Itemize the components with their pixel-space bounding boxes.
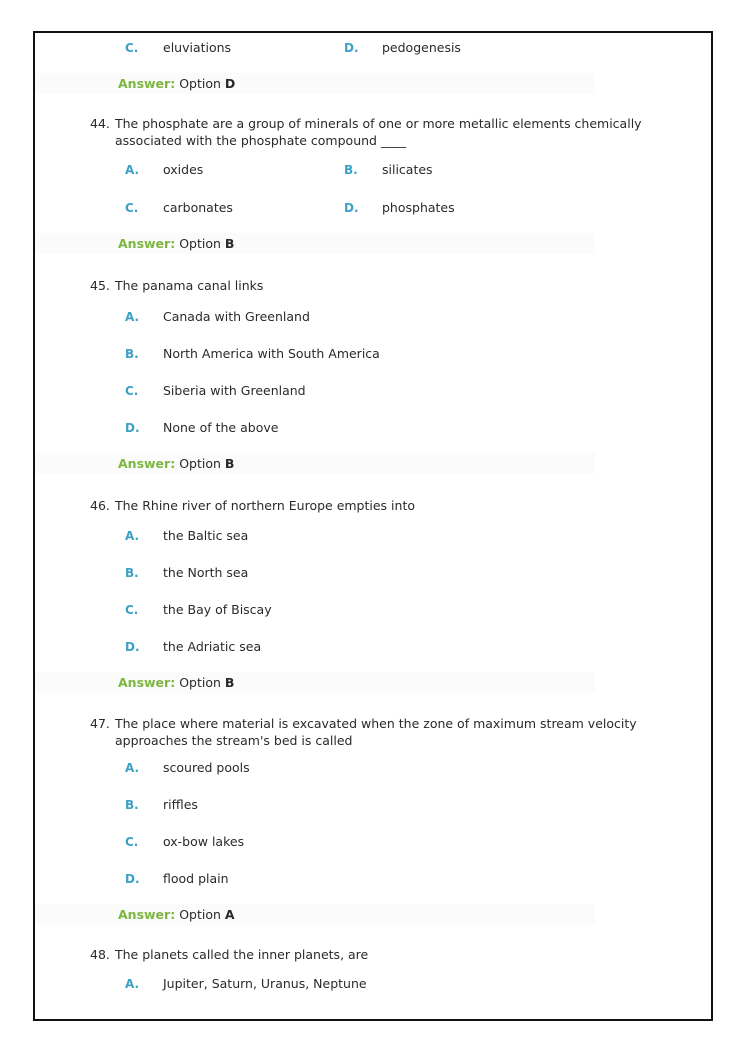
option-letter: A.: [125, 309, 140, 324]
question-line: [35, 947, 711, 964]
options-group: [35, 40, 711, 55]
option-row[interactable]: [35, 639, 711, 654]
option-letter: C.: [125, 41, 139, 55]
option-row[interactable]: [35, 565, 711, 580]
question-line: [35, 116, 711, 149]
page-content: [35, 33, 711, 1019]
option-row[interactable]: [35, 162, 344, 177]
question-block-48: [35, 947, 711, 991]
question-block-46: [35, 498, 711, 694]
answer-label: Answer:: [118, 455, 176, 471]
answer-row: [35, 73, 711, 94]
option-letter: D.: [125, 640, 140, 654]
answer-label: Answer:: [118, 907, 176, 922]
option-row[interactable]: [35, 976, 711, 991]
answer-value-letter: D: [224, 76, 236, 91]
answer-row: [35, 904, 711, 925]
answer-value: [179, 456, 234, 471]
option-letter: B.: [125, 798, 139, 812]
question-number: 44.: [90, 116, 110, 131]
option-text: pedogenesis: [382, 40, 461, 55]
option-letter: A.: [125, 761, 140, 775]
option-letter: A.: [125, 529, 140, 543]
option-text: flood plain: [163, 871, 229, 886]
option-row[interactable]: [35, 797, 711, 812]
options-group: [35, 162, 711, 215]
option-row[interactable]: [344, 162, 644, 177]
option-row[interactable]: [344, 40, 644, 55]
option-row[interactable]: [35, 40, 344, 55]
option-letter: D.: [125, 420, 140, 435]
option-text: silicates: [382, 162, 433, 177]
option-row[interactable]: [35, 602, 711, 617]
answer-value-prefix: Option: [179, 675, 225, 690]
option-row[interactable]: [35, 420, 711, 435]
answer-value-letter: B: [224, 455, 235, 471]
option-row[interactable]: [344, 200, 644, 215]
option-row[interactable]: [35, 309, 711, 324]
option-letter: C.: [125, 383, 139, 398]
answer-label: Answer:: [118, 675, 176, 690]
option-letter: C.: [125, 835, 139, 849]
answer-value-prefix: Option: [179, 236, 225, 251]
answer-value: [179, 675, 234, 690]
options-group: [35, 760, 711, 886]
option-text: Siberia with Greenland: [163, 382, 306, 398]
option-letter: B.: [125, 346, 139, 361]
option-text: Canada with Greenland: [163, 308, 310, 324]
option-text: eluviations: [163, 40, 232, 55]
option-text: the Bay of Biscay: [163, 602, 272, 617]
question-number: 48.: [90, 947, 110, 962]
options-group: [35, 528, 711, 654]
answer-value-letter: B: [224, 236, 235, 251]
question-number: 46.: [90, 497, 110, 513]
answer-value-letter: A: [224, 907, 235, 922]
answer-value-letter: B: [224, 675, 235, 690]
page-frame: [33, 31, 713, 1021]
question-line: [35, 498, 711, 515]
answer-value: [179, 76, 235, 91]
answer-label: Answer:: [118, 76, 176, 91]
option-text: the North sea: [163, 565, 249, 580]
option-row[interactable]: [35, 346, 711, 361]
answer-row: [35, 672, 711, 693]
question-number: 47.: [90, 716, 110, 731]
option-letter: D.: [125, 872, 140, 886]
question-text: The phosphate are a group of minerals of one or more metallic elements chemically associated with the phosphate compound ____: [115, 116, 642, 148]
answer-value: [179, 236, 234, 251]
question-text: The planets called the inner planets, are: [115, 947, 369, 962]
option-text: riffles: [163, 797, 198, 812]
option-row[interactable]: [35, 760, 711, 775]
options-group: [35, 976, 711, 991]
option-row[interactable]: [35, 200, 344, 215]
question-number: 45.: [90, 278, 110, 293]
option-text: carbonates: [163, 200, 233, 215]
option-text: phosphates: [382, 200, 455, 215]
question-block-continued: [35, 40, 711, 94]
option-letter: D.: [344, 201, 359, 215]
answer-value-prefix: Option: [179, 76, 225, 91]
option-text: None of the above: [163, 419, 279, 435]
question-text: The place where material is excavated when the zone of maximum stream velocity approaches the stream's bed is called: [115, 716, 637, 748]
option-letter: C.: [125, 603, 139, 617]
question-block-45: [35, 278, 711, 474]
options-group: [35, 309, 711, 435]
answer-value-prefix: Option: [179, 455, 225, 471]
question-block-44: [35, 116, 711, 254]
option-text: ox-bow lakes: [163, 834, 245, 849]
option-row[interactable]: [35, 528, 711, 543]
option-row[interactable]: [35, 834, 711, 849]
option-text: North America with South America: [163, 345, 380, 361]
option-text: scoured pools: [163, 760, 250, 775]
option-letter: D.: [344, 41, 359, 55]
option-row[interactable]: [35, 871, 711, 886]
answer-row: [35, 233, 711, 254]
option-text: Jupiter, Saturn, Uranus, Neptune: [163, 975, 367, 991]
option-text: the Baltic sea: [163, 528, 249, 543]
question-line: [35, 716, 711, 749]
question-text: The Rhine river of northern Europe empties into: [115, 497, 415, 513]
option-letter: B.: [125, 566, 139, 580]
question-text: The panama canal links: [115, 278, 264, 293]
answer-value: [179, 907, 234, 922]
option-row[interactable]: [35, 383, 711, 398]
question-block-47: [35, 716, 711, 925]
option-letter: A.: [125, 976, 140, 991]
option-letter: A.: [125, 163, 140, 177]
option-letter: B.: [344, 163, 358, 177]
answer-value-prefix: Option: [179, 907, 225, 922]
answer-row: [35, 453, 711, 474]
question-line: [35, 278, 711, 295]
option-text: oxides: [163, 162, 204, 177]
answer-label: Answer:: [118, 236, 176, 251]
option-letter: C.: [125, 201, 139, 215]
option-text: the Adriatic sea: [163, 639, 262, 654]
